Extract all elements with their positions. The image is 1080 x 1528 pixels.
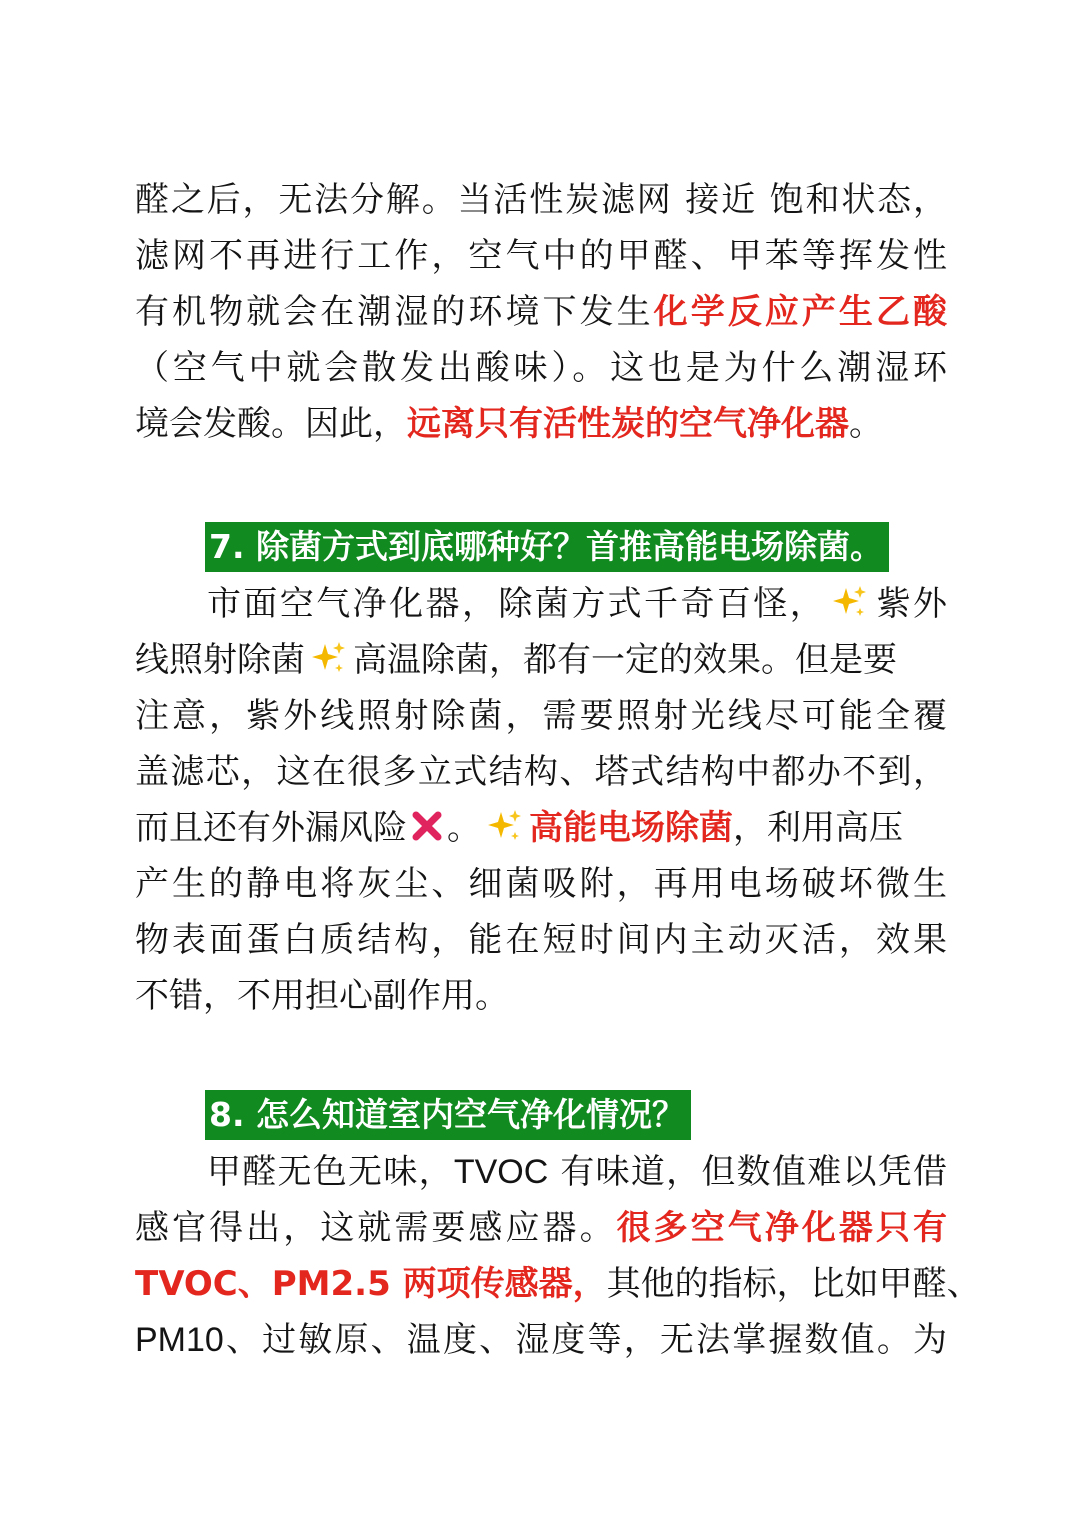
emphasis-text: TVOC、PM2.5 两项传感器， (135, 1264, 607, 1304)
text-span: PM10 (135, 1321, 224, 1359)
section-heading: 8. 怎么知道室内空气净化情况？ (205, 1090, 691, 1140)
sparkles-icon (487, 808, 523, 844)
text-line: 产生的静电将灰尘、细菌吸附，再用电场破坏微生 (135, 864, 947, 904)
text-line (135, 1312, 947, 1368)
text-line (135, 1200, 947, 1256)
text-span: 线照射除菌 (135, 640, 305, 680)
sparkles-icon (311, 640, 347, 676)
text-span: ，利用高压 (733, 808, 903, 848)
text-line (135, 576, 947, 632)
section-7 (135, 522, 947, 1024)
text-span: 其他的指标，比如甲醛、 (606, 1264, 981, 1304)
text-span: 高温除菌，都有一定的效果。但是要 (353, 640, 897, 680)
text-span: 、过敏原、温度、湿度等，无法掌握数值。为 (223, 1320, 947, 1360)
text-line (135, 1256, 981, 1312)
text-line: 醛之后，无法分解。当活性炭滤网 接近 饱和状态， (135, 180, 947, 220)
paragraph-activated-carbon (135, 172, 947, 452)
sparkles-icon (832, 584, 868, 620)
text-line (135, 284, 947, 340)
text-line (135, 1144, 947, 1200)
section-heading: 7. 除菌方式到底哪种好？首推高能电场除菌。 (205, 522, 889, 572)
emphasis-text: 远离只有活性炭的空气净化器 (407, 404, 849, 444)
section-8 (135, 1090, 981, 1368)
emphasis-text: 高能电场除菌 (529, 808, 733, 848)
text-line (135, 632, 947, 688)
text-span: 而且还有外漏风险 (135, 808, 407, 848)
text-line: 不错，不用担心副作用。 (135, 976, 509, 1016)
red-cross-icon (409, 808, 445, 844)
text-span: 甲醛无色无味， (207, 1152, 454, 1192)
text-line: 滤网不再进行工作，空气中的甲醛、甲苯等挥发性 (135, 236, 947, 276)
text-line: 物表面蛋白质结构，能在短时间内主动灭活，效果 (135, 920, 947, 960)
text-span: 有机物就会在潮湿的环境下发生 (135, 292, 654, 332)
text-span: 市面空气净化器，除菌方式千奇百怪， (207, 584, 827, 624)
text-line (135, 800, 947, 856)
text-span: 。 (849, 404, 883, 444)
document-page (135, 172, 981, 1368)
text-span: 紫外 (874, 584, 948, 624)
text-span: 感官得出，这就需要感应器。 (135, 1208, 617, 1248)
emphasis-text: 化学反应产生乙酸 (653, 292, 948, 332)
text-line: （空气中就会散发出酸味）。这也是为什么潮湿环 (135, 348, 947, 388)
text-line (135, 396, 947, 452)
text-span: 境会发酸。因此， (135, 404, 407, 444)
text-line: 盖滤芯，这在很多立式结构、塔式结构中都办不到， (135, 752, 947, 792)
text-span: 。 (447, 808, 481, 848)
text-line: 注意，紫外线照射除菌，需要照射光线尽可能全覆 (135, 696, 947, 736)
text-span: 有味道，但数值难以凭借 (548, 1152, 947, 1192)
text-span: TVOC (453, 1153, 549, 1191)
emphasis-text: 很多空气净化器只有 (616, 1208, 948, 1248)
